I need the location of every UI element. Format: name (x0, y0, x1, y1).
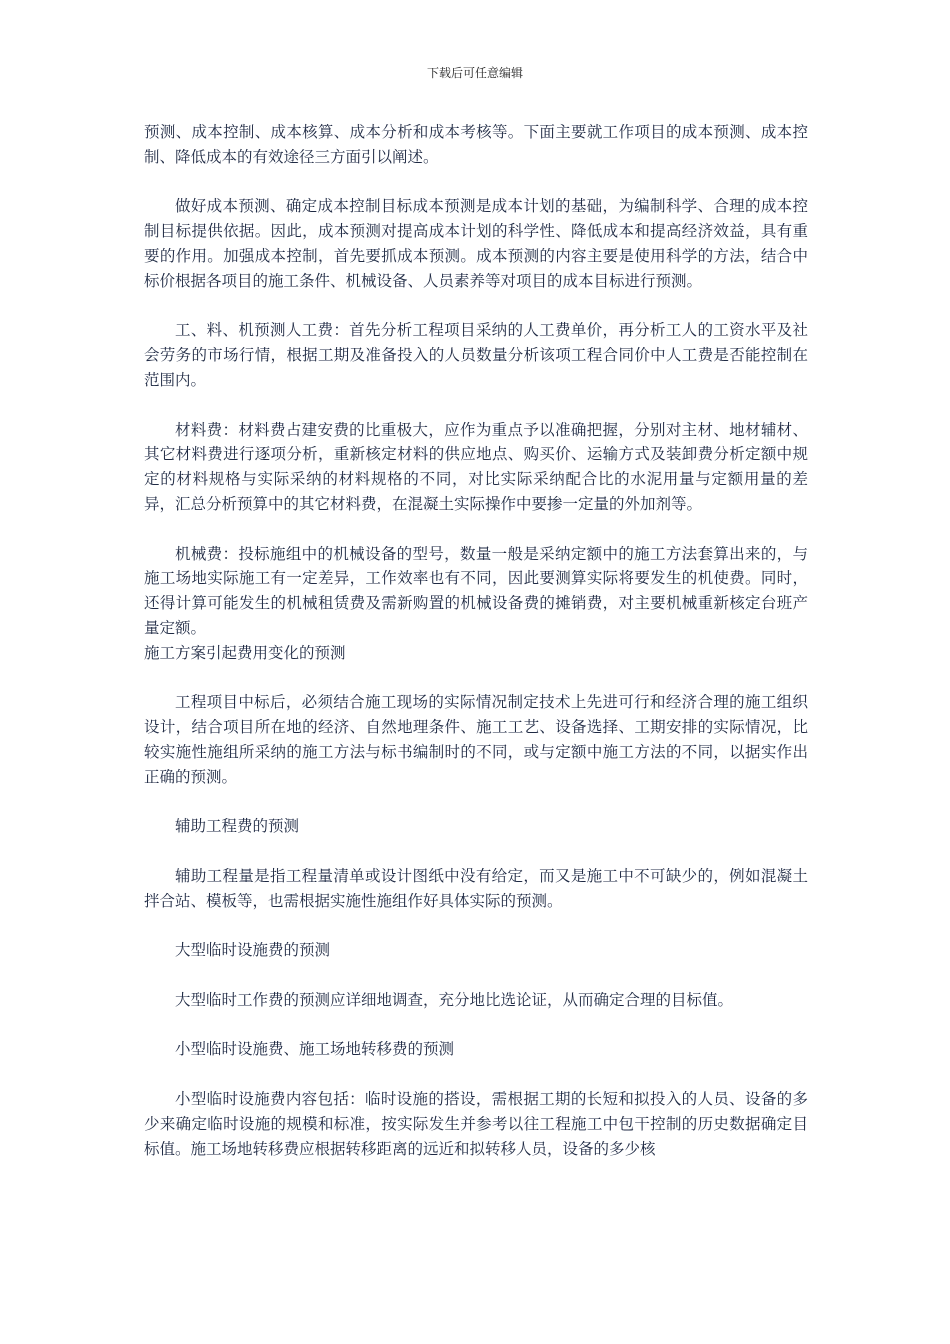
paragraph: 大型临时工作费的预测应详细地调查，充分地比选论证，从而确定合理的目标值。 (175, 990, 734, 1009)
document-body (144, 120, 808, 1161)
paragraph: 材料费：材料费占建安费的比重极大，应作为重点予以准确把握，分别对主材、地材辅材、其它材料费进行逐项分析，重新核定材料的供应地点、购买价、运输方式及装卸费分析定额中规定的材料规格与实际采纳的材料规格的不同，对比实际采纳配合比的水泥用量与定额用量的差异，汇总分析预算中的其它材料费，在混凝土实际操作中要掺一定量的外加剂等。 (144, 420, 808, 513)
paragraph: 机械费：投标施组中的机械设备的型号，数量一般是采纳定额中的施工方法套算出来的，与施工场地实际施工有一定差异，工作效率也有不同，因此要测算实际将要发生的机使费。同时，还得计算可能发生的机械租赁费及需新购置的机械设备费的摊销费，对主要机械重新核定台班产量定额。 (144, 544, 808, 637)
page-header: 下载后可任意编辑 (426, 66, 523, 80)
paragraph: 预测、成本控制、成本核算、成本分析和成本考核等。下面主要就工作项目的成本预测、成本控制、降低成本的有效途径三方面引以阐述。 (144, 123, 808, 166)
paragraph: 工程项目中标后，必须结合施工现场的实际情况制定技术上先进可行和经济合理的施工组织设计，结合项目所在地的经济、自然地理条件、施工工艺、设备选择、工期安排的实际情况，比较实施性施组所采纳的施工方法与标书编制时的不同，或与定额中施工方法的不同，以据实作出正确的预测。 (144, 693, 808, 786)
section-heading: 小型临时设施费、施工场地转移费的预测 (175, 1040, 455, 1059)
paragraph: 小型临时设施费内容包括：临时设施的搭设，需根据工期的长短和拟投入的人员、设备的多少来确定临时设施的规模和标准，按实际发生并参考以往工程施工中包干控制的历史数据确定目标值。施工场地转移费应根据转移距离的远近和拟转移人员，设备的多少核 (144, 1090, 808, 1158)
paragraph: 做好成本预测、确定成本控制目标成本预测是成本计划的基础，为编制科学、合理的成本控制目标提供依据。因此，成本预测对提高成本计划的科学性、降低成本和提高经济效益，具有重要的作用。加强成本控制，首先要抓成本预测。成本预测的内容主要是使用科学的方法，结合中标价根据各项目的施工条件、机械设备、人员素养等对项目的成本目标进行预测。 (144, 197, 808, 290)
section-heading: 辅助工程费的预测 (175, 817, 300, 836)
section-heading: 施工方案引起费用变化的预测 (144, 643, 346, 662)
paragraph: 工、料、机预测人工费：首先分析工程项目采纳的人工费单价，再分析工人的工资水平及社会劳务的市场行情，根据工期及准备投入的人员数量分析该项工程合同价中人工费是否能控制在范围内。 (144, 321, 808, 389)
paragraph: 辅助工程量是指工程量清单或设计图纸中没有给定，而又是施工中不可缺少的，例如混凝土拌合站、模板等，也需根据实施性施组作好具体实际的预测。 (144, 866, 808, 910)
section-heading: 大型临时设施费的预测 (175, 941, 331, 960)
